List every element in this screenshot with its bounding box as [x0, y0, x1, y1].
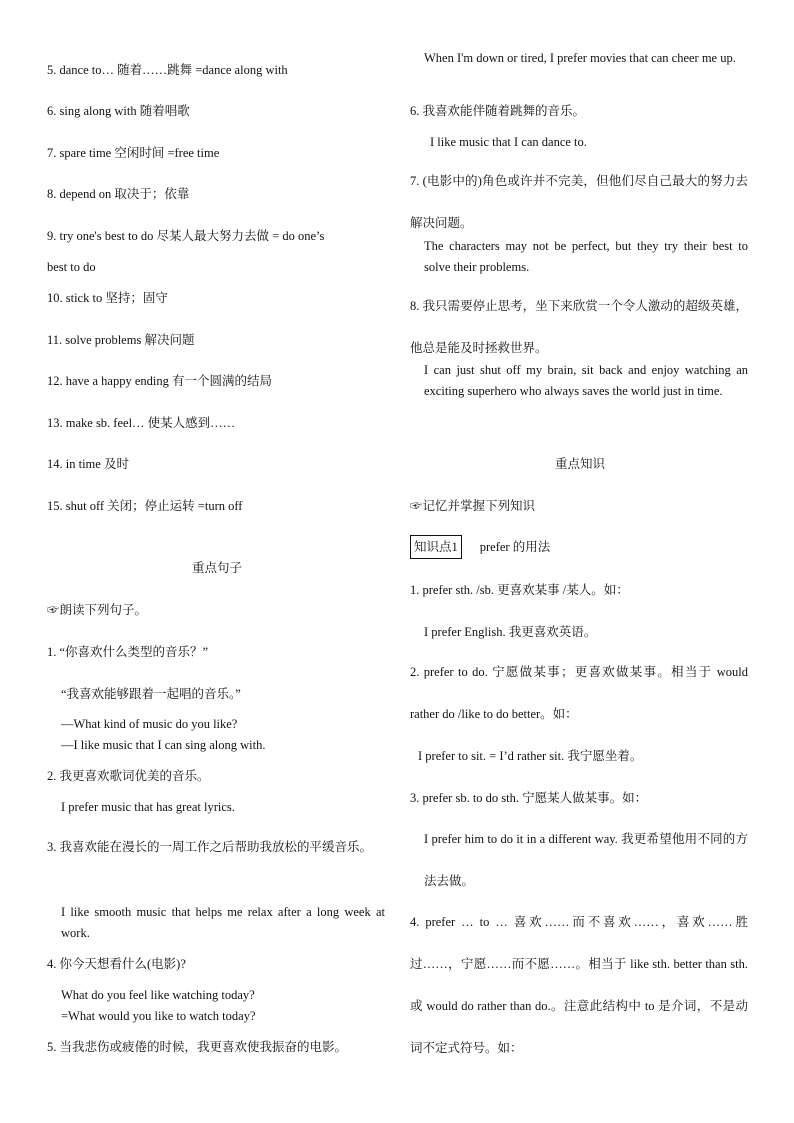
phrase-5: 5. dance to… 随着……跳舞 =dance along with [47, 63, 288, 77]
phrase-6: 6. sing along with 随着唱歌 [47, 104, 190, 118]
usage-2: 2. prefer to do. 宁愿做某事；更喜欢做某事。相当于 would rather do /like to do better。如： [410, 665, 748, 721]
sentence-2-cn: 2. 我更喜欢歌词优美的音乐。 [47, 769, 210, 783]
phrase-8: 8. depend on 取决于；依靠 [47, 187, 190, 201]
section-title-sentences: 重点句子 [191, 561, 242, 575]
usage-1: 1. prefer sth. /sb. 更喜欢某事 /某人。如： [410, 583, 629, 597]
usage-3: 3. prefer sb. to do sth. 宁愿某人做某事。如： [410, 791, 648, 805]
sentence-3-en: I like smooth music that helps me relax after a long week at work. [61, 905, 385, 940]
sentence-3-cn: 3. 我喜欢能在漫长的一周工作之后帮助我放松的平缓音乐。 [47, 840, 373, 854]
instruction-read: ☞朗读下列句子。 [47, 603, 148, 617]
phrase-10: 10. stick to 坚持；固守 [47, 291, 168, 305]
instruction-memorize: ☞记忆并掌握下列知识 [410, 499, 536, 513]
knowledge-point-label: 知识点1 [410, 535, 462, 559]
sentence-2-en: I prefer music that has great lyrics. [61, 800, 235, 814]
sentence-1-cn: 1. “你喜欢什么类型的音乐？” [47, 645, 209, 659]
sentence-4-en-1: What do you feel like watching today? [61, 988, 255, 1002]
sentence-7-en: The characters may not be perfect, but they try their best to solve their problems. [424, 239, 748, 274]
sentence-4-cn: 4. 你今天想看什么(电影)? [47, 957, 186, 971]
phrase-14: 14. in time 及时 [47, 457, 129, 471]
phrase-11: 11. solve problems 解决问题 [47, 333, 195, 347]
sentence-4-en-2: =What would you like to watch today? [61, 1009, 256, 1023]
sentence-8-en: I can just shut off my brain, sit back and enjoy watching an exciting superhero who always saves the world just in time. [424, 363, 748, 398]
phrase-7: 7. spare time 空闲时间 =free time [47, 146, 220, 160]
phrase-9-cont: best to do [47, 260, 96, 274]
sentence-1-en-q: —What kind of music do you like? [61, 717, 238, 731]
knowledge-point-header [410, 535, 550, 559]
usage-1-example: I prefer English. 我更喜欢英语。 [424, 625, 597, 639]
phrase-9: 9. try one's best to do 尽某人最大努力去做 = do one’s [47, 229, 325, 243]
knowledge-point-title: prefer 的用法 [479, 540, 551, 554]
sentence-5-cn: 5. 当我悲伤或疲倦的时候，我更喜欢使我振奋的电影。 [47, 1040, 348, 1054]
usage-4: 4. prefer … to … 喜欢……而不喜欢……，喜欢……胜过……，宁愿……而不愿……。相当于 like sth. better than sth.或 would do rather than do.。注意此结构中 to 是介词，不是动词不定式符号。如： [410, 915, 748, 1055]
phrase-15: 15. shut off 关闭；停止运转 =turn off [47, 499, 243, 513]
sentence-5-en: When I'm down or tired, I prefer movies that can cheer me up. [424, 51, 736, 65]
sentence-8-cn: 8. 我只需要停止思考，坐下来欣赏一个令人激动的超级英雄，他总是能及时拯救世界。 [410, 299, 748, 355]
phrase-12: 12. have a happy ending 有一个圆满的结局 [47, 374, 272, 388]
sentence-1-cn-reply: “我喜欢能够跟着一起唱的音乐。” [61, 687, 241, 701]
usage-2-example: I prefer to sit. = I’d rather sit. 我宁愿坐着。 [418, 749, 643, 763]
usage-3-example: I prefer him to do it in a different way. 我更希望他用不同的方法去做。 [424, 832, 748, 888]
phrase-13: 13. make sb. feel… 使某人感到…… [47, 416, 236, 430]
sentence-6-cn: 6. 我喜欢能伴随着跳舞的音乐。 [410, 104, 586, 118]
section-title-knowledge: 重点知识 [554, 457, 605, 471]
sentence-7-cn: 7. (电影中的)角色或许并不完美，但他们尽自己最大的努力去解决问题。 [410, 174, 748, 230]
sentence-1-en-a: —I like music that I can sing along with. [61, 738, 266, 752]
sentence-6-en: I like music that I can dance to. [430, 135, 587, 149]
